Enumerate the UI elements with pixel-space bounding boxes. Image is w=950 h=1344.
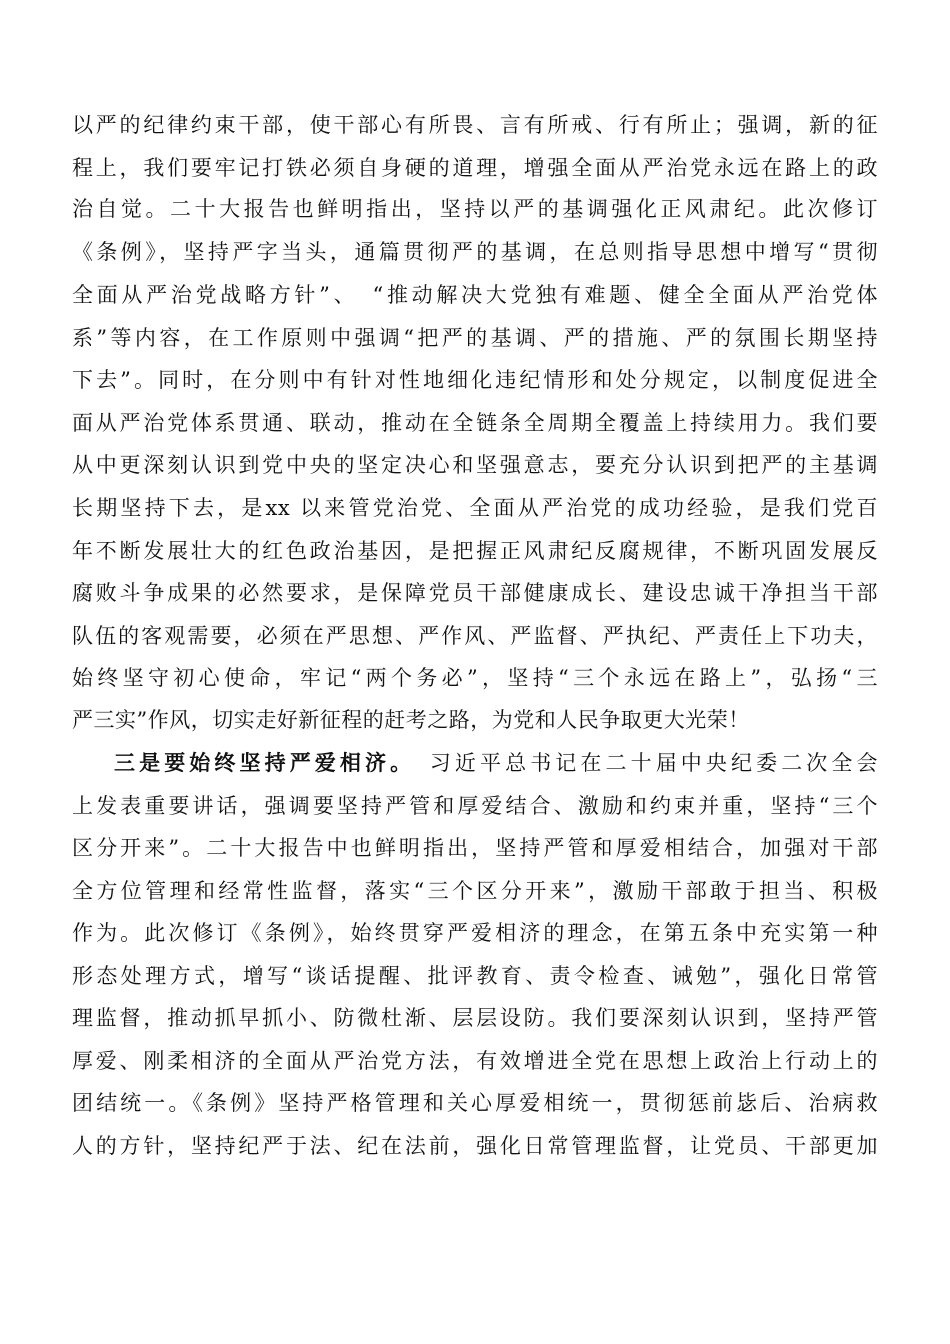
- paragraph-2-line-5: 作为。此次修订《条例》，始终贯穿严爱相济的理念，在第五条中充实第一种: [72, 921, 878, 945]
- paragraph-1-line-1: 以严的纪律约束干部，使干部心有所畏、言有所戒、行有所止；强调，新的征: [72, 113, 878, 137]
- paragraph-1-line-12: 腐败斗争成果的必然要求，是保障党员干部健康成长、建设忠诚干净担当干部: [72, 581, 878, 605]
- paragraph-1-line-6: 系”等内容，在工作原则中强调“把严的基调、严的措施、严的氛围长期坚持: [72, 326, 878, 350]
- paragraph-2-line-6: 形态处理方式，增写“谈话提醒、批评教育、责令检查、诫勉”，强化日常管: [72, 964, 878, 988]
- paragraph-2-line-8: 厚爱、刚柔相济的全面从严治党方法，有效增进全党在思想上政治上行动上的: [72, 1049, 878, 1073]
- paragraph-1-line-2: 程上，我们要牢记打铁必须自身硬的道理，增强全面从严治党永远在路上的政: [72, 156, 878, 180]
- paragraph-2-line-7: 理监督，推动抓早抓小、防微杜渐、层层设防。我们要深刻认识到，坚持严管: [72, 1006, 878, 1030]
- paragraph-1-line-8: 面从严治党体系贯通、联动，推动在全链条全周期全覆盖上持续用力。我们要: [72, 411, 878, 435]
- paragraph-1-line-3: 治自觉。二十大报告也鲜明指出，坚持以严的基调强化正风肃纪。此次修订: [72, 197, 878, 221]
- paragraph-1-line-10: 长期坚持下去，是xx 以来管党治党、全面从严治党的成功经验，是我们党百: [72, 496, 878, 520]
- paragraph-2-line-2: 上发表重要讲话，强调要坚持严管和厚爱结合、激励和约束并重，坚持“三个: [72, 794, 878, 818]
- paragraph-1-line-5: 全面从严治党战略方针”、 “推动解决大党独有难题、健全全面从严治党体: [72, 283, 878, 307]
- paragraph-1-line-4: 《条例》，坚持严字当头，通篇贯彻严的基调，在总则指导思想中增写“贯彻: [72, 240, 878, 264]
- paragraph-1-line-14: 始终坚守初心使命，牢记“两个务必”，坚持“三个永远在路上”，弘扬“三: [72, 666, 878, 690]
- paragraph-1-line-7: 下去”。同时，在分则中有针对性地细化违纪情形和处分规定，以制度促进全: [72, 368, 878, 392]
- paragraph-2-line-1: [114, 746, 878, 780]
- paragraph-1-line-15: 严三实”作风，切实走好新征程的赶考之路，为党和人民争取更大光荣！: [72, 708, 750, 732]
- paragraph-2-line-10: 人的方针，坚持纪严于法、纪在法前，强化日常管理监督，让党员、干部更加: [72, 1134, 878, 1158]
- paragraph-1-line-11: 年不断发展壮大的红色政治基因，是把握正风肃纪反腐规律，不断巩固发展反: [72, 539, 878, 563]
- paragraph-2-line-4: 全方位管理和经常性监督，落实“三个区分开来”，激励干部敢于担当、积极: [72, 879, 878, 903]
- paragraph-1-line-13: 队伍的客观需要，必须在严思想、严作风、严监督、严执纪、严责任上下功夫，: [72, 624, 878, 648]
- paragraph-1-line-9: 从中更深刻认识到党中央的坚定决心和坚强意志，要充分认识到把严的主基调: [72, 453, 878, 477]
- paragraph-2-line-3: 区分开来”。二十大报告中也鲜明指出，坚持严管和厚爱相结合，加强对干部: [72, 836, 878, 860]
- paragraph-2-first-rest: 习近平总书记在二十届中央纪委二次全会: [404, 751, 878, 775]
- paragraph-2-lead: 三是要始终坚持严爱相济。: [114, 751, 405, 775]
- paragraph-2-line-9: 团结统一。《条例》坚持严格管理和关心厚爱相统一，贯彻惩前毖后、治病救: [72, 1091, 878, 1115]
